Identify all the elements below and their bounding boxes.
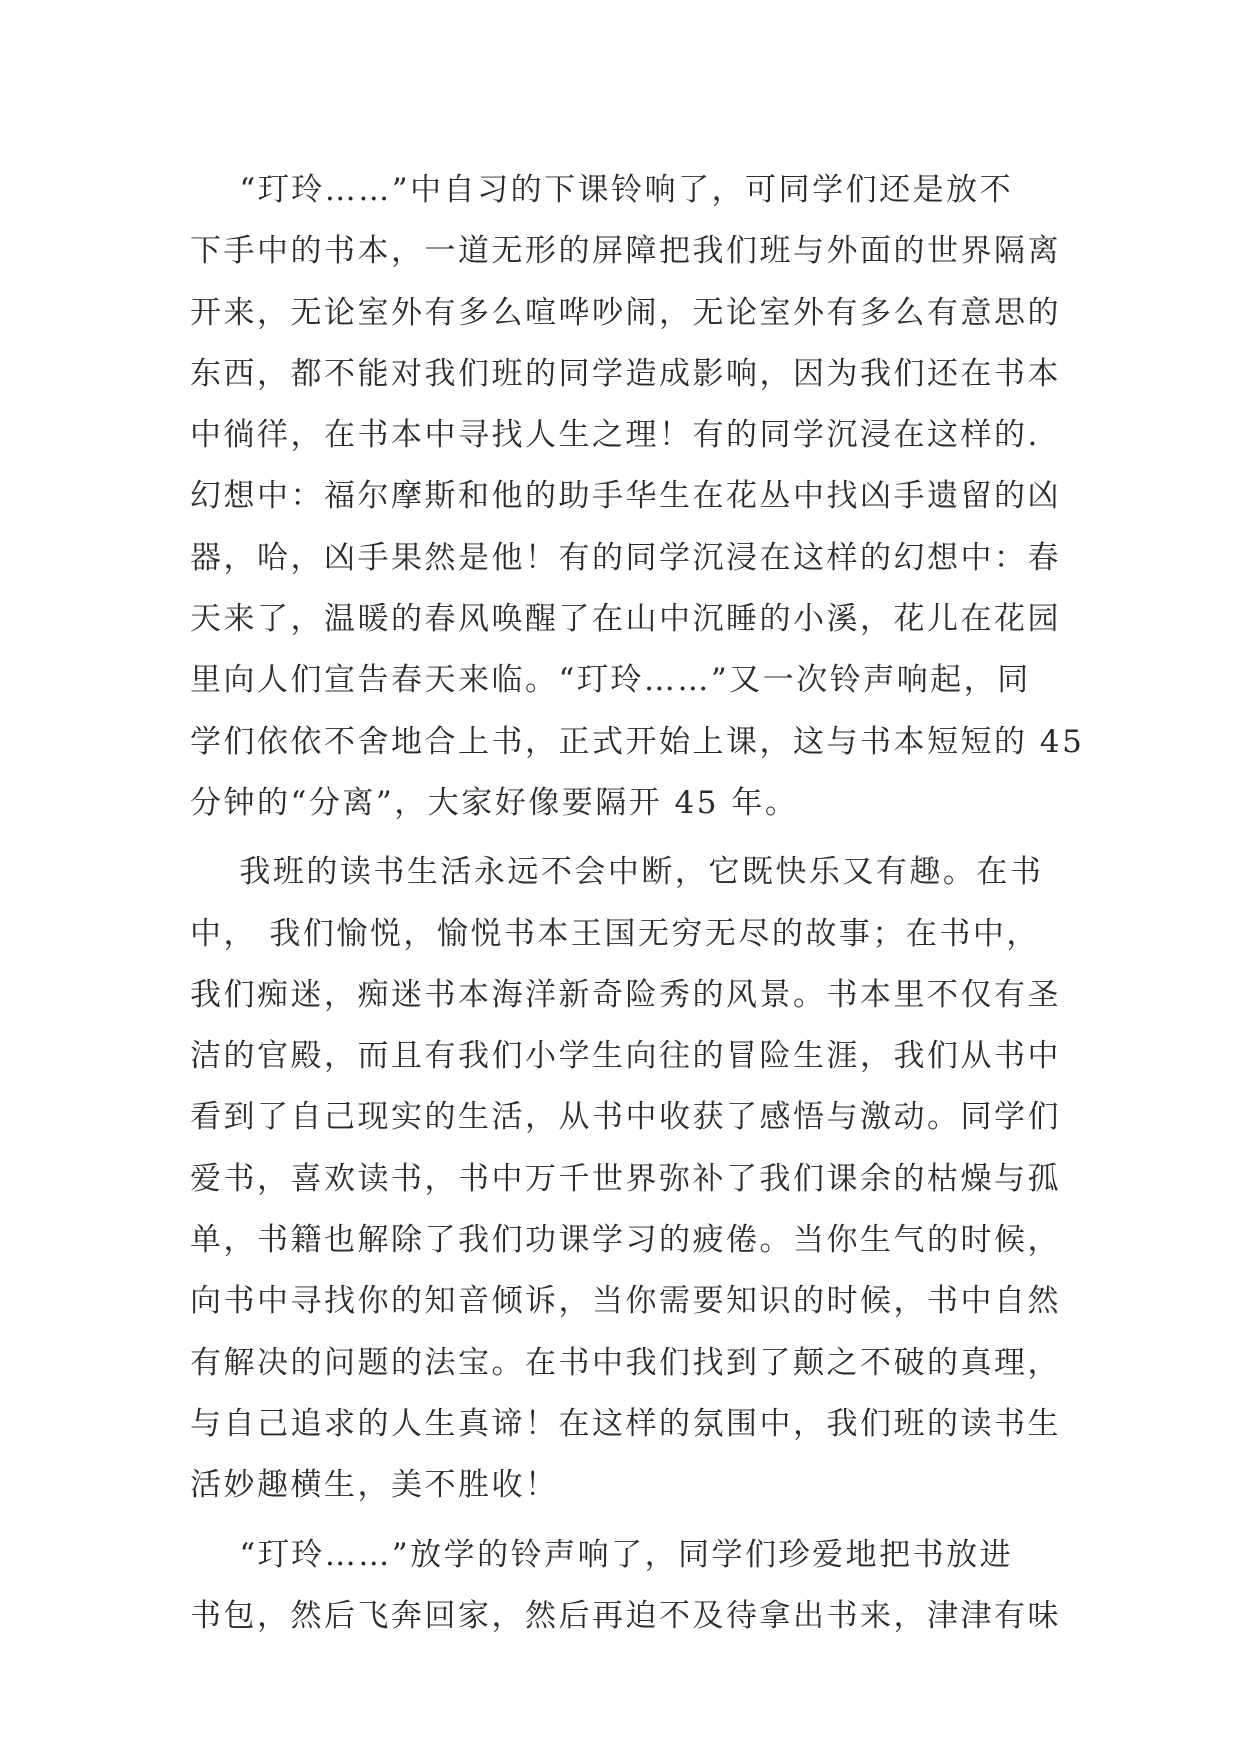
text-line: 有解决的问题的法宝。在书中我们找到了颠之不破的真理， bbox=[190, 1344, 1061, 1381]
text-line: “玎玲……”放学的铃声响了，同学们珍爱地把书放进 bbox=[190, 1536, 1014, 1573]
text-line: 中徜徉，在书本中寻找人生之理！有的同学沉浸在这样的. bbox=[190, 417, 1040, 454]
text-line: 看到了自己现实的生活，从书中收获了感悟与激动。同学们 bbox=[190, 1099, 1061, 1136]
text-line: 分钟的“分离”，大家好像要隔开 45 年。 bbox=[190, 784, 799, 821]
text-line: 我们痴迷，痴迷书本海洋新奇险秀的风景。书本里不仅有圣 bbox=[190, 976, 1061, 1013]
text-line: 洁的官殿，而且有我们小学生向往的冒险生涯，我们从书中 bbox=[190, 1038, 1061, 1075]
paragraph-1 bbox=[190, 160, 1085, 834]
text-line: 学们依依不舍地合上书，正式开始上课，这与书本短短的 45 bbox=[190, 723, 1085, 760]
text-line: 我班的读书生活永远不会中断，它既快乐又有趣。在书 bbox=[190, 854, 1044, 891]
text-line: 单，书籍也解除了我们功课学习的疲倦。当你生气的时候， bbox=[190, 1222, 1061, 1259]
paragraph-spacer bbox=[190, 834, 1050, 842]
text-line: “玎玲……”中自习的下课铃响了，可同学们还是放不 bbox=[190, 172, 1014, 208]
text-line: 开来，无论室外有多么喧哗吵闹，无论室外有多么有意思的 bbox=[190, 294, 1061, 331]
text-line: 向书中寻找你的知音倾诉，当你需要知识的时候，书中自然 bbox=[190, 1283, 1061, 1320]
text-line: 天来了，温暖的春风唤醒了在山中沉睡的小溪，花儿在花园 bbox=[190, 601, 1061, 638]
text-line: 书包，然后飞奔回家，然后再迫不及待拿出书来，津津有味 bbox=[190, 1597, 1061, 1634]
paragraph-2 bbox=[190, 842, 1061, 1516]
paragraph-spacer bbox=[190, 1517, 1050, 1525]
document-body bbox=[190, 160, 1085, 1647]
text-line: 与自己追求的人生真谛！在这样的氛围中，我们班的读书生 bbox=[190, 1405, 1061, 1442]
text-line: 中， 我们愉悦，愉悦书本王国无穷无尽的故事；在书中， bbox=[190, 915, 1040, 952]
text-line: 幻想中：福尔摩斯和他的助手华生在花丛中找凶手遗留的凶 bbox=[190, 478, 1061, 515]
text-line: 器，哈，凶手果然是他！有的同学沉浸在这样的幻想中：春 bbox=[190, 539, 1061, 576]
paragraph-3 bbox=[190, 1525, 1061, 1648]
text-line: 爱书，喜欢读书，书中万千世界弥补了我们课余的枯燥与孤 bbox=[190, 1160, 1061, 1197]
text-line: 下手中的书本，一道无形的屏障把我们班与外面的世界隔离 bbox=[190, 233, 1061, 270]
text-line: 里向人们宣告春天来临。“玎玲……”又一次铃声响起，同 bbox=[190, 662, 1031, 699]
text-line: 东西，都不能对我们班的同学造成影响，因为我们还在书本 bbox=[190, 355, 1061, 392]
text-line: 活妙趣横生，美不胜收！ bbox=[190, 1467, 559, 1504]
